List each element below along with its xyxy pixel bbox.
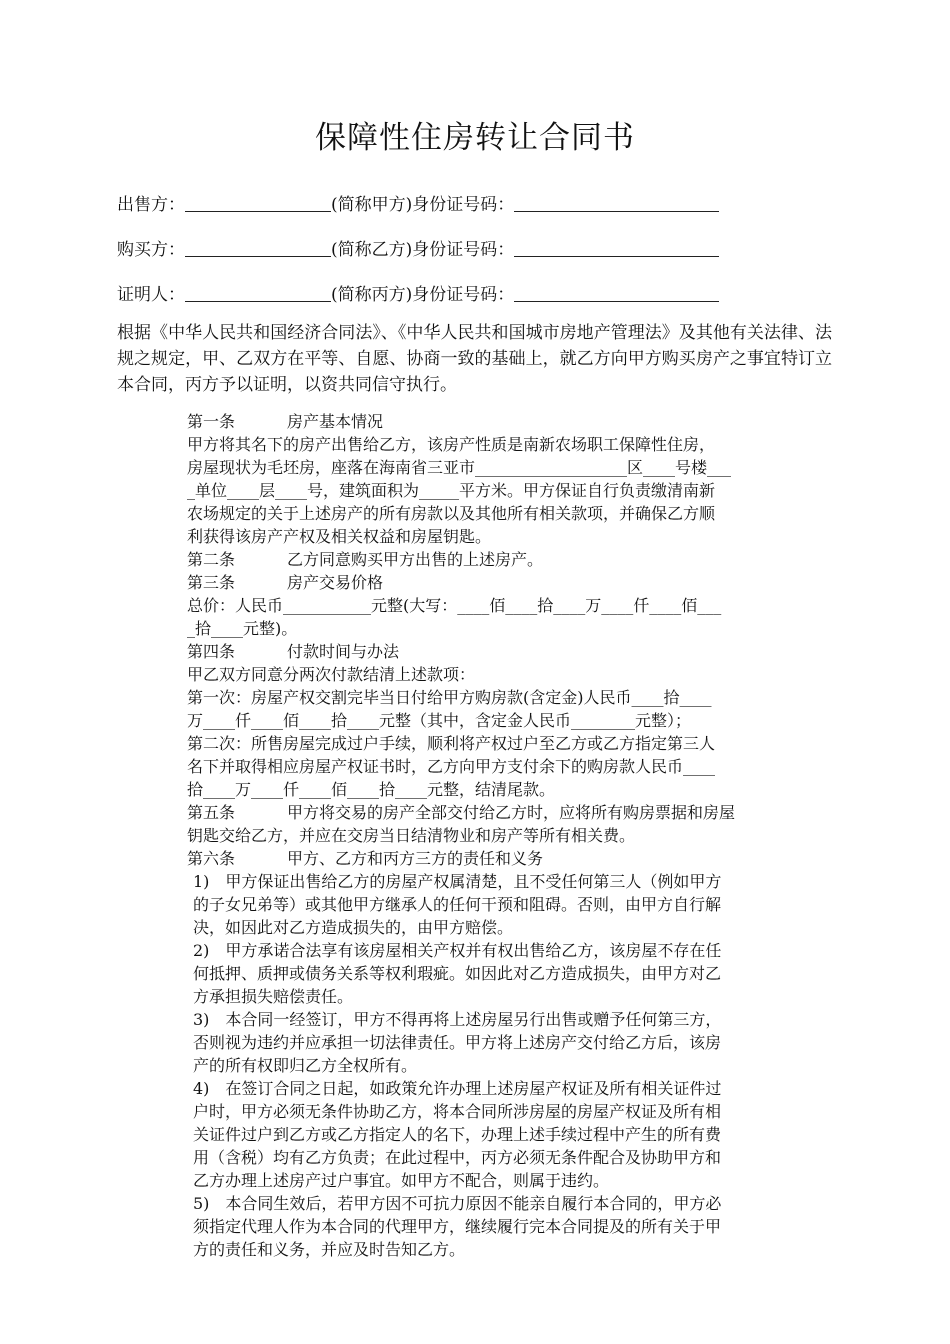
clause-text-line: _拾____元整)。 xyxy=(187,619,298,638)
contract-body xyxy=(187,410,832,1261)
party-label: 购买方： xyxy=(117,240,185,260)
clause-number: 第三条 xyxy=(187,573,236,592)
id-label: 身份证号码： xyxy=(412,285,515,305)
clause-number: 第六条 xyxy=(187,849,236,868)
list-item-line: 产的所有权即归乙方全权所有。 xyxy=(193,1056,418,1075)
clause-title: 甲方将交易的房产全部交付给乙方时，应将所有购房票据和房屋 xyxy=(287,803,736,822)
clause-title: 房产基本情况 xyxy=(287,412,384,431)
id-label: 身份证号码： xyxy=(412,240,515,260)
party-witness-line xyxy=(117,280,719,305)
clause-title: 付款时间与办法 xyxy=(287,642,400,661)
clause-text-line: 第一次：房屋产权交割完毕当日付给甲方购房款(含定金)人民币____拾____ xyxy=(187,688,712,707)
clause-1-heading xyxy=(187,410,832,433)
clause-text-line: 农场规定的关于上述房产的所有房款以及其他所有相关款项，并确保乙方顺 xyxy=(187,504,716,523)
clause-text-line: 名下并取得相应房屋产权证书时，乙方向甲方支付余下的购房款人民币____ xyxy=(187,757,716,776)
list-item-line: 决，如因此对乙方造成损失的，由甲方赔偿。 xyxy=(193,918,514,937)
party-buyer-line xyxy=(117,235,719,260)
list-item-line: 乙方办理上述房产过户事宜。如甲方不配合，则属于违约。 xyxy=(193,1171,610,1190)
list-item-line: 何抵押、质押或债务关系等权利瑕疵。如因此对乙方造成损失，由甲方对乙 xyxy=(193,964,722,983)
name-blank xyxy=(185,194,331,212)
id-blank xyxy=(514,239,719,257)
list-item-line: 户时，甲方必须无条件协助乙方，将本合同所涉房屋的房屋产权证及所有相 xyxy=(193,1102,722,1121)
party-alias: (简称乙方) xyxy=(331,240,413,260)
clause-text-line: 总价：人民币___________元整(大写：____佰____拾____万____仟____佰___ xyxy=(187,596,722,615)
clause-title: 房产交易价格 xyxy=(287,573,384,592)
clause-title: 乙方同意购买甲方出售的上述房产。 xyxy=(287,550,544,569)
clause-2-heading xyxy=(187,548,832,571)
id-blank xyxy=(514,284,719,302)
clause-number: 第五条 xyxy=(187,803,236,822)
clause-title: 甲方、乙方和丙方三方的责任和义务 xyxy=(287,849,544,868)
clause-text-line: 拾____万____仟____佰____拾____元整，结清尾款。 xyxy=(187,780,556,799)
list-item-line: 须指定代理人作为本合同的代理甲方，继续履行完本合同提及的所有关于甲 xyxy=(193,1217,722,1236)
party-seller-line xyxy=(117,190,719,215)
intro-paragraph: 根据《中华人民共和国经济合同法》、《中华人民共和国城市房地产管理法》及其他有关法律、法规之规定，甲、乙双方在平等、自愿、协商一致的基础上，就乙方向甲方购买房产之事宜特订立本合同，丙方予以证明，以资共同信守执行。 xyxy=(117,323,832,395)
clause-text-line: 利获得该房产产权及相关权益和房屋钥匙。 xyxy=(187,527,492,546)
list-item-line: 关证件过户到乙方或乙方指定人的名下，办理上述手续过程中产生的所有费 xyxy=(193,1125,722,1144)
id-label: 身份证号码： xyxy=(412,195,515,215)
clause-text-line: 第二次：所售房屋完成过户手续，顺利将产权过户至乙方或乙方指定第三人 xyxy=(187,734,716,753)
list-item-line: 5) 本合同生效后，若甲方因不可抗力原因不能亲自履行本合同的，甲方必 xyxy=(193,1194,722,1213)
list-item-line: 方承担损失赔偿责任。 xyxy=(193,987,354,1006)
party-label: 出售方： xyxy=(117,195,185,215)
clause-5-heading xyxy=(187,801,832,824)
clause-4-heading xyxy=(187,640,832,663)
document-title: 保障性住房转让合同书 xyxy=(315,120,635,156)
clause-number: 第一条 xyxy=(187,412,236,431)
list-item-line: 3) 本合同一经签订，甲方不得再将上述房屋另行出售或赠予任何第三方， xyxy=(193,1010,722,1029)
clause-6-heading xyxy=(187,847,832,870)
list-item-line: 的子女兄弟等）或其他甲方继承人的任何干预和阻碍。否则，由甲方自行解 xyxy=(193,895,722,914)
name-blank xyxy=(185,239,331,257)
list-item-line: 方的责任和义务，并应及时告知乙方。 xyxy=(193,1240,466,1259)
list-item-line: 用（含税）均有乙方负责；在此过程中，丙方必须无条件配合及协助甲方和 xyxy=(193,1148,722,1167)
clause-number: 第二条 xyxy=(187,550,236,569)
party-alias: (简称甲方) xyxy=(331,195,413,215)
clause-text-line: 甲方将其名下的房产出售给乙方，该房产性质是南新农场职工保障性住房， xyxy=(187,435,716,454)
clause-text-line: _单位____层____号，建筑面积为_____平方米。甲方保证自行负责缴清南新 xyxy=(187,481,716,500)
clause-text-line: 钥匙交给乙方，并应在交房当日结清物业和房产等所有相关费。 xyxy=(187,826,636,845)
list-item-line: 4) 在签订合同之日起，如政策允许办理上述房屋产权证及所有相关证件过 xyxy=(193,1079,722,1098)
party-alias: (简称丙方) xyxy=(331,285,413,305)
party-label: 证明人： xyxy=(117,285,185,305)
list-item-line: 1) 甲方保证出售给乙方的房屋产权属清楚，且不受任何第三人（例如甲方 xyxy=(193,872,722,891)
clause-text-line: 房屋现状为毛坯房，座落在海南省三亚市___________________区____号楼___ xyxy=(187,458,732,477)
id-blank xyxy=(514,194,719,212)
name-blank xyxy=(185,284,331,302)
list-item-line: 2) 甲方承诺合法享有该房屋相关产权并有权出售给乙方，该房屋不存在任 xyxy=(193,941,722,960)
clause-text-line: 甲乙双方同意分两次付款结清上述款项： xyxy=(187,665,476,684)
list-item-line: 否则视为违约并应承担一切法律责任。甲方将上述房产交付给乙方后，该房 xyxy=(193,1033,722,1052)
clause-text-line: 万____仟____佰____拾____元整（其中，含定金人民币________元整）； xyxy=(187,711,692,730)
clause-number: 第四条 xyxy=(187,642,236,661)
clause-3-heading xyxy=(187,571,832,594)
